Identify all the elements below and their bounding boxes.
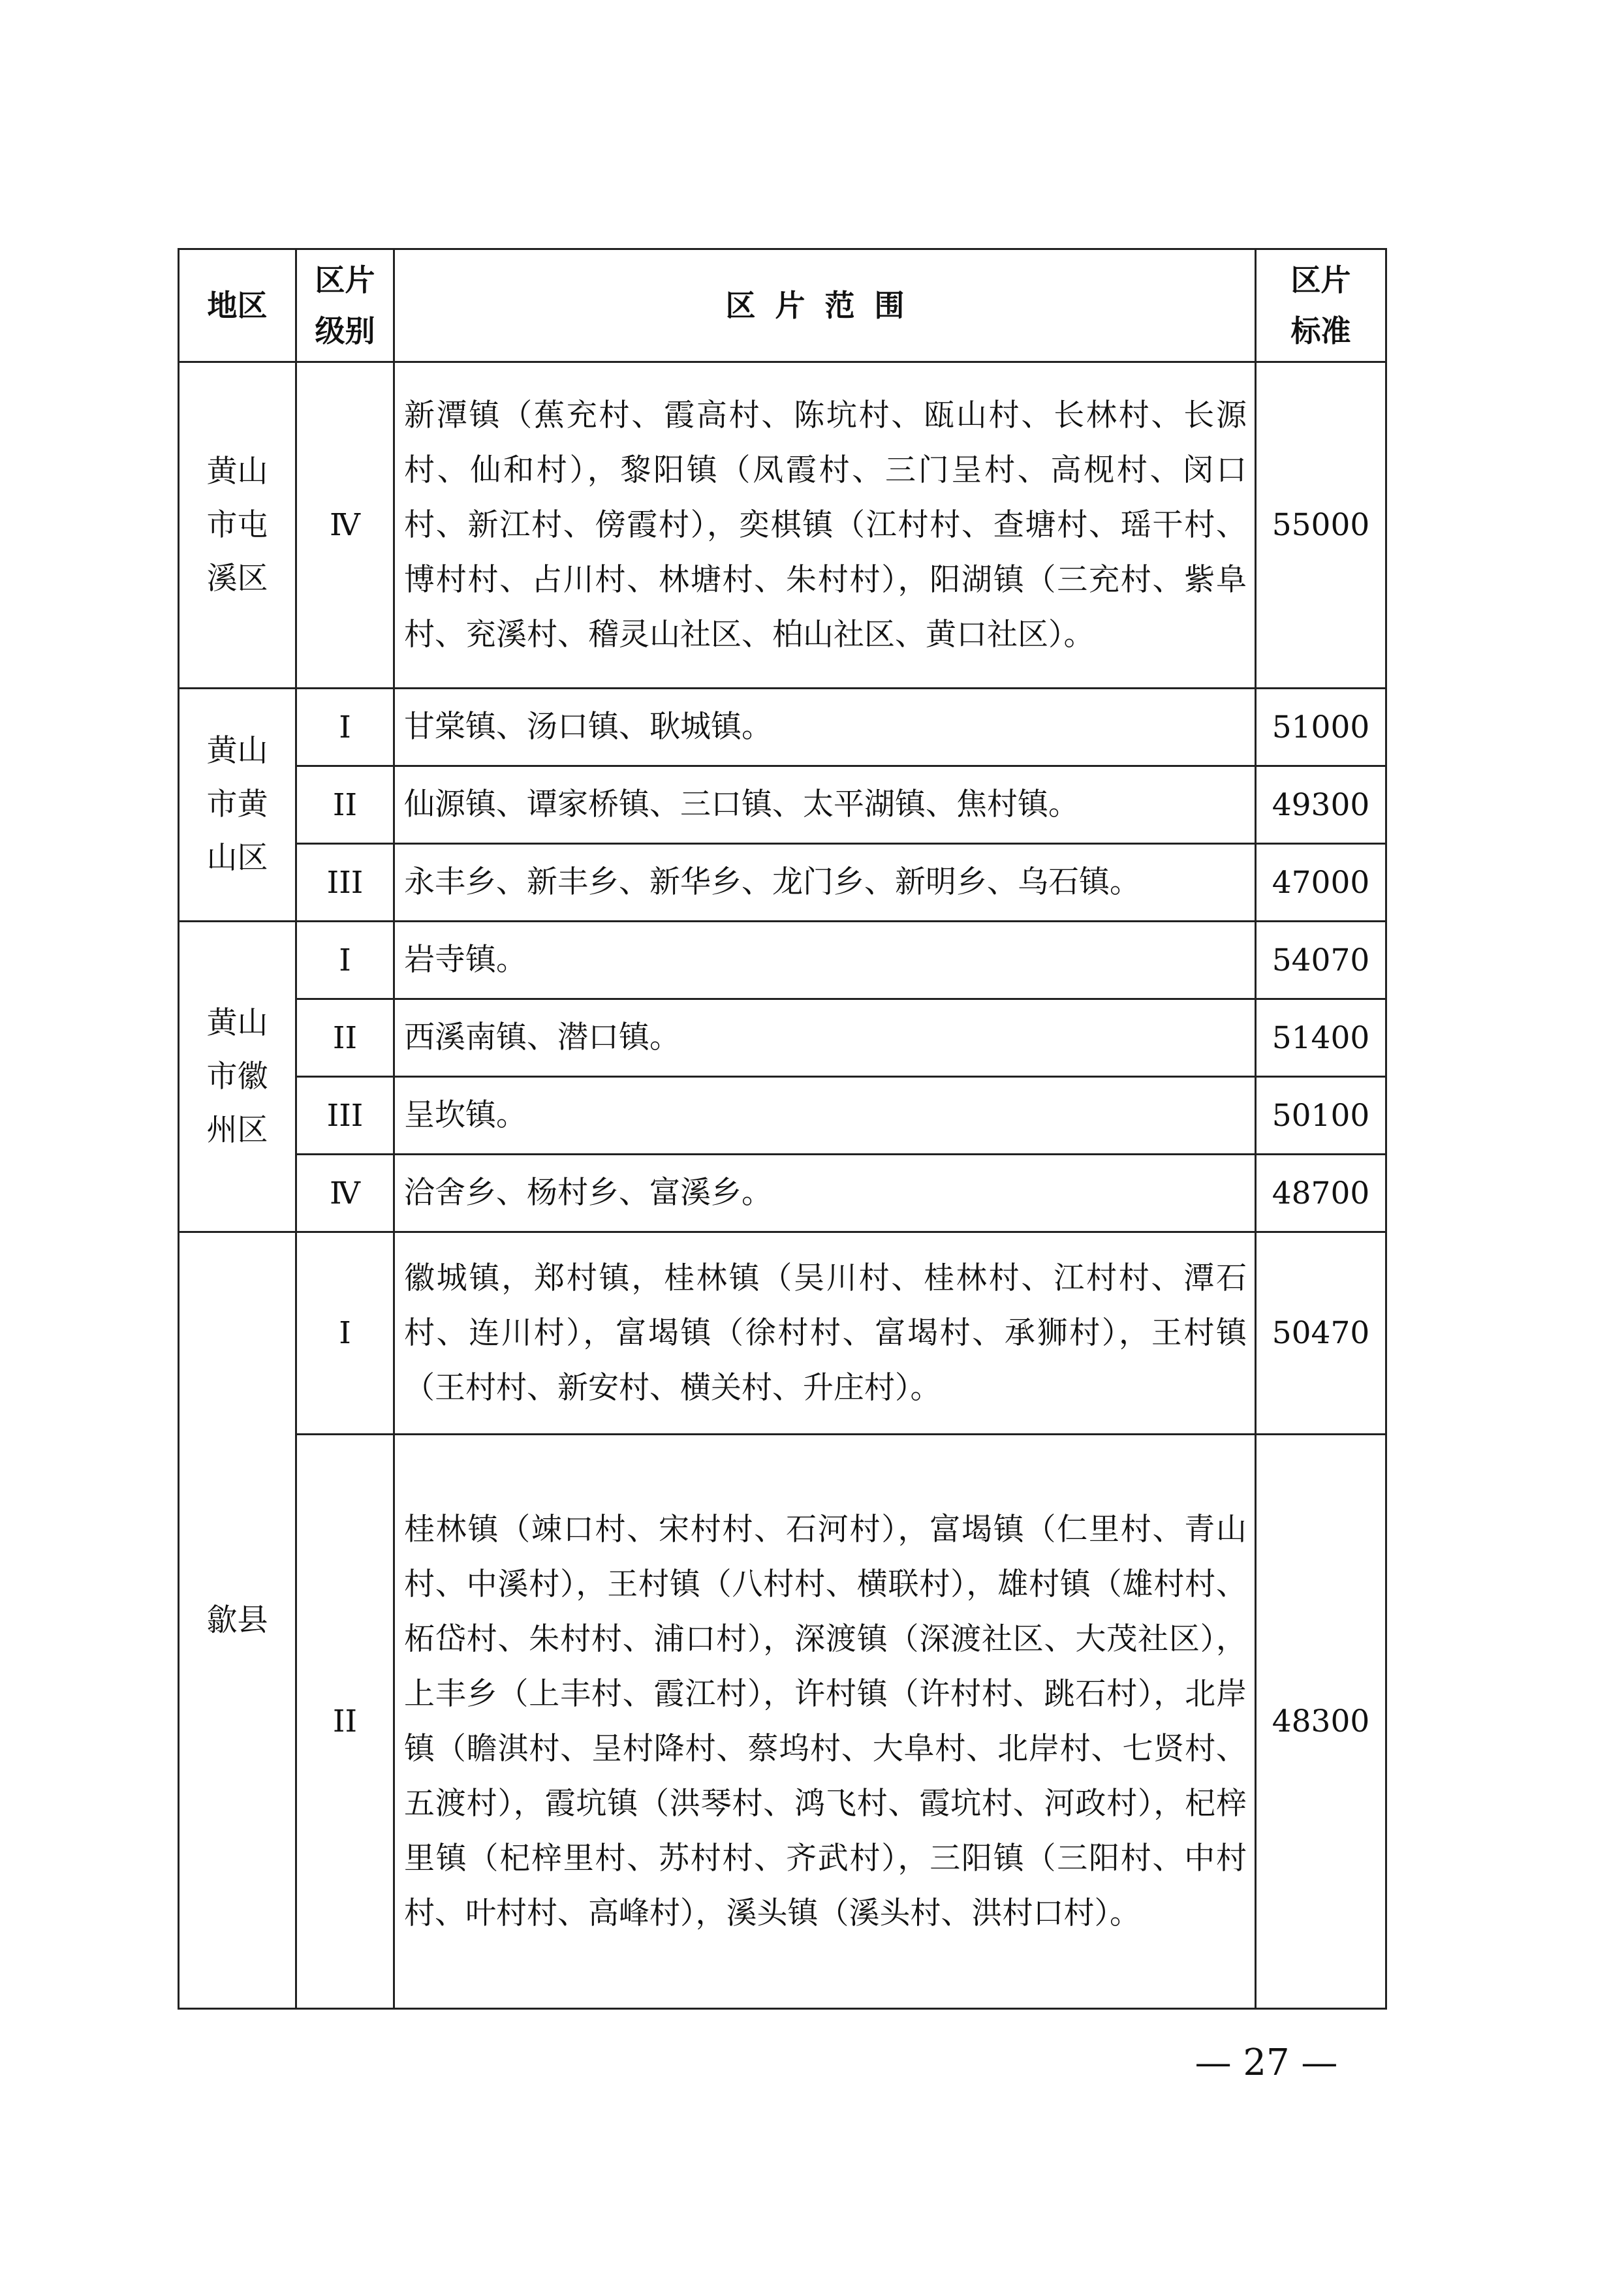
standard-cell: 55000	[1256, 362, 1386, 689]
level-cell: III	[296, 1077, 394, 1155]
header-region: 地区	[179, 249, 296, 362]
scope-cell: 新潭镇（蕉充村、霞高村、陈坑村、瓯山村、长林村、长源村、仙和村），黎阳镇（凤霞村、三门呈村、高枧村、闵口村、新江村、傍霞村），奕棋镇（江村村、查塘村、瑶干村、博村村、占川村、林塘村、朱村村），阳湖镇（三充村、紫阜村、兖溪村、稽灵山社区、柏山社区、黄口社区）。	[394, 362, 1256, 689]
region-cell: 黄山市徽州区	[179, 922, 296, 1232]
level-cell: II	[296, 766, 394, 844]
table-row	[179, 1077, 1386, 1155]
standard-cell: 48700	[1256, 1155, 1386, 1232]
scope-cell: 仙源镇、谭家桥镇、三口镇、太平湖镇、焦村镇。	[394, 766, 1256, 844]
table-row	[179, 1155, 1386, 1232]
scope-cell: 桂林镇（竦口村、宋村村、石河村），富堨镇（仁里村、青山村、中溪村），王村镇（八村村、横联村），雄村镇（雄村村、柘岱村、朱村村、浦口村），深渡镇（深渡社区、大茂社区），上丰乡（上丰村、霞江村），许村镇（许村村、跳石村），北岸镇（瞻淇村、呈村降村、蔡坞村、大阜村、北岸村、七贤村、五渡村），霞坑镇（洪琴村、鸿飞村、霞坑村、河政村），杞梓里镇（杞梓里村、苏村村、齐武村），三阳镇（三阳村、中村村、叶村村、高峰村），溪头镇（溪头村、洪村口村）。	[394, 1435, 1256, 2009]
scope-cell: 岩寺镇。	[394, 922, 1256, 999]
level-cell: II	[296, 999, 394, 1077]
region-cell: 黄山市黄山区	[179, 689, 296, 922]
standard-cell: 48300	[1256, 1435, 1386, 2009]
level-cell: I	[296, 1232, 394, 1435]
scope-cell: 永丰乡、新丰乡、新华乡、龙门乡、新明乡、乌石镇。	[394, 844, 1256, 922]
level-cell: II	[296, 1435, 394, 2009]
standard-cell: 50100	[1256, 1077, 1386, 1155]
region-cell: 黄山市屯溪区	[179, 362, 296, 689]
level-cell: III	[296, 844, 394, 922]
standard-cell: 50470	[1256, 1232, 1386, 1435]
table-row	[179, 844, 1386, 922]
table-row	[179, 766, 1386, 844]
level-cell: I	[296, 922, 394, 999]
scope-cell: 西溪南镇、潜口镇。	[394, 999, 1256, 1077]
header-level: 区片级别	[296, 249, 394, 362]
header-scope: 区片范围	[394, 249, 1256, 362]
standard-cell: 49300	[1256, 766, 1386, 844]
scope-cell: 洽舍乡、杨村乡、富溪乡。	[394, 1155, 1256, 1232]
table-header-row	[179, 249, 1386, 362]
standard-cell: 54070	[1256, 922, 1386, 999]
level-cell: Ⅳ	[296, 1155, 394, 1232]
scope-cell: 徽城镇，郑村镇，桂林镇（吴川村、桂林村、江村村、潭石村、连川村），富堨镇（徐村村、富堨村、承狮村），王村镇（王村村、新安村、横关村、升庄村）。	[394, 1232, 1256, 1435]
standard-cell: 51000	[1256, 689, 1386, 766]
table-row	[179, 1435, 1386, 2009]
table-row	[179, 689, 1386, 766]
table-row	[179, 922, 1386, 999]
page-number: — 27 —	[1195, 2042, 1338, 2084]
table-row	[179, 1232, 1386, 1435]
land-compensation-table	[178, 248, 1387, 2010]
table-row	[179, 999, 1386, 1077]
level-cell: Ⅳ	[296, 362, 394, 689]
standard-cell: 51400	[1256, 999, 1386, 1077]
header-standard: 区片标准	[1256, 249, 1386, 362]
scope-cell: 呈坎镇。	[394, 1077, 1256, 1155]
table-row	[179, 362, 1386, 689]
level-cell: I	[296, 689, 394, 766]
region-cell: 歙县	[179, 1232, 296, 2009]
standard-cell: 47000	[1256, 844, 1386, 922]
scope-cell: 甘棠镇、汤口镇、耿城镇。	[394, 689, 1256, 766]
